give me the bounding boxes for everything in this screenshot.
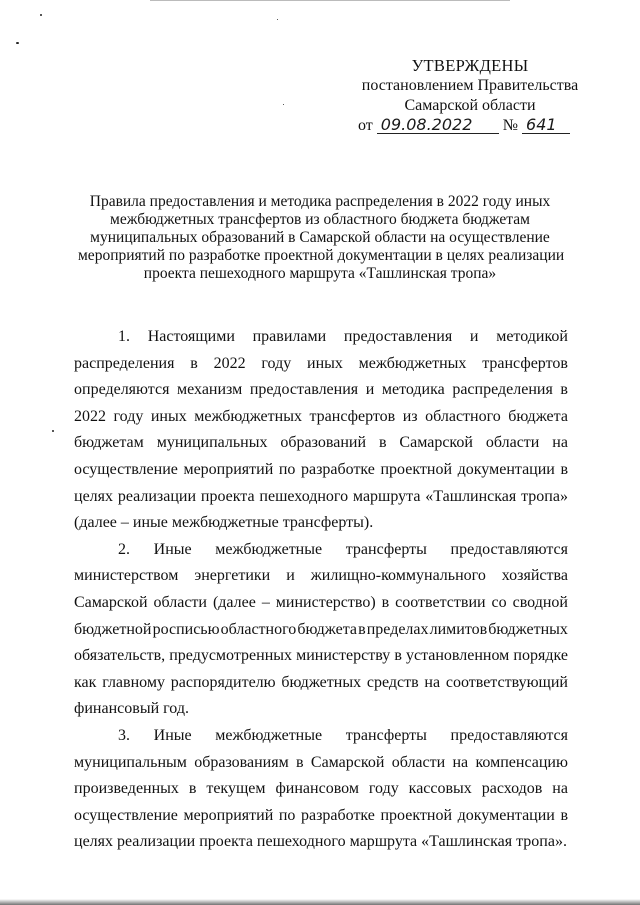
body-word: области <box>391 753 446 771</box>
body-word: тропа» <box>521 487 568 505</box>
scan-bottom-shadow <box>0 899 640 905</box>
body-word: трансфертов <box>309 407 396 425</box>
body-word: трансфертов <box>482 354 568 372</box>
title-line: муниципальных образований в Самарской области на осуществление <box>90 229 550 246</box>
body-line <box>74 510 568 537</box>
body-word: областного <box>220 620 297 638</box>
body-word: по <box>278 460 296 478</box>
body-word: 2. <box>118 540 130 558</box>
body-word: в <box>560 460 568 478</box>
body-word: пределах <box>366 620 429 638</box>
body-word: лимитов <box>429 620 488 638</box>
body-word: распределения <box>74 354 175 372</box>
title-line: межбюджетных трансфертов из областного бюджета бюджетам <box>110 211 530 228</box>
body-word: документации <box>457 460 555 478</box>
body-word: иных <box>307 354 343 372</box>
body-line <box>74 563 568 590</box>
approval-line-2: Самарской области <box>404 97 536 114</box>
body-word: целях <box>74 487 114 505</box>
body-word: (далее <box>212 593 256 611</box>
body-word: разработке <box>300 460 375 478</box>
body-word: определяются <box>74 381 170 399</box>
body-word: соответствии <box>395 593 486 611</box>
body-word: проектной <box>380 806 453 824</box>
body-word: области <box>485 434 540 452</box>
body-word: и <box>286 567 295 585</box>
body-word: межбюджетные <box>215 540 323 558</box>
body-word: в <box>378 434 387 452</box>
body-word: и <box>365 381 375 399</box>
body-word: росписью <box>152 620 220 638</box>
body-word: 1. <box>118 328 130 345</box>
body-word: соответствующий <box>445 673 568 691</box>
approval-line-1: постановлением Правительства <box>361 77 579 94</box>
body-word: министерством <box>74 567 179 585</box>
body-word: распределения <box>452 381 553 399</box>
body-line <box>74 430 568 457</box>
body-line <box>74 829 568 856</box>
body-word: предусмотренных <box>169 647 293 665</box>
body-word: министерство) <box>275 593 376 611</box>
body-word: пешеходного <box>259 487 349 505</box>
body-word: межбюджетных <box>358 354 467 372</box>
body-word: компенсацию <box>475 753 568 771</box>
body-word: Самарской <box>310 753 385 771</box>
body-line <box>74 404 568 431</box>
body-line <box>74 776 568 803</box>
body-word: реализации <box>117 487 197 505</box>
body-word: иных <box>150 407 187 425</box>
from-label: от <box>358 117 373 134</box>
body-word: главному <box>102 673 165 691</box>
document-title <box>78 193 565 283</box>
body-word: муниципальным <box>74 753 187 771</box>
body-word: бюджетам <box>74 434 144 452</box>
body-word: кассовых <box>408 780 472 798</box>
scan-speck <box>40 14 42 16</box>
document-body <box>74 324 568 856</box>
scan-speck <box>277 19 278 20</box>
body-line <box>74 723 568 750</box>
body-word: документации <box>457 806 555 824</box>
approval-number: 641 <box>522 117 570 134</box>
body-word: механизм <box>177 381 243 399</box>
body-word: 2022 <box>74 407 106 425</box>
body-word: Настоящими <box>147 328 235 345</box>
body-word: предоставляются <box>450 726 568 744</box>
body-word: на <box>424 673 441 691</box>
body-line <box>74 617 568 644</box>
body-word: обязательств, <box>74 647 166 665</box>
scan-speck <box>52 430 54 432</box>
body-word: осуществление <box>74 460 178 478</box>
body-word: в <box>560 806 568 824</box>
body-line <box>74 537 568 564</box>
scan-edge-line <box>150 0 510 1</box>
body-line <box>74 351 568 378</box>
approval-date-line <box>350 116 590 136</box>
body-word: в <box>394 647 402 665</box>
body-line <box>74 377 568 404</box>
body-word: на <box>552 434 568 452</box>
body-word: году <box>368 780 399 798</box>
body-word: году <box>261 354 292 372</box>
body-word: году <box>113 407 144 425</box>
approval-block <box>350 56 590 136</box>
body-word: в <box>381 593 390 611</box>
body-word: трансферты <box>345 540 427 558</box>
body-word: осуществление <box>74 806 178 824</box>
body-line <box>74 324 568 351</box>
body-word: хозяйства <box>501 567 568 585</box>
title-line: мероприятий по разработке проектной документации в целях реализации <box>78 247 565 264</box>
title-line: проекта пешеходного маршрута «Ташлинская тропа» <box>143 265 497 282</box>
body-word: межбюджетные <box>215 726 323 744</box>
body-word: порядке <box>513 647 568 665</box>
body-word: распорядителю <box>170 673 276 691</box>
body-word: бюджета <box>508 407 568 425</box>
body-word: – <box>261 593 270 611</box>
body-word: 3. <box>118 726 130 744</box>
number-label: № <box>502 117 519 134</box>
approval-heading: УТВЕРЖДЕНЫ <box>411 56 529 75</box>
body-line <box>74 457 568 484</box>
body-word: 2022 <box>213 354 246 372</box>
body-word: сводной <box>512 593 568 611</box>
body-word: финансовый год. <box>74 700 189 718</box>
body-word: на <box>552 780 568 798</box>
title-line: Правила предоставления и методика распределения в 2022 году иных <box>89 193 551 210</box>
body-word: предоставления <box>249 381 359 399</box>
body-word: и <box>469 328 479 345</box>
body-line <box>74 643 568 670</box>
body-word: мероприятий <box>183 460 274 478</box>
approval-date: 09.08.2022 <box>377 117 499 134</box>
body-word: финансовом <box>275 780 359 798</box>
body-word: маршрута <box>352 487 421 505</box>
body-word: на <box>452 753 469 771</box>
body-word: бюджетной <box>74 620 152 638</box>
body-line <box>74 670 568 697</box>
body-word: предоставления <box>343 328 453 345</box>
body-word: методикой <box>496 328 568 345</box>
body-line <box>74 484 568 511</box>
scan-speck <box>16 42 19 44</box>
body-word: в <box>188 780 197 798</box>
body-word: из <box>402 407 418 425</box>
body-word: проектной <box>380 460 453 478</box>
body-word: муниципальных <box>156 434 268 452</box>
body-word: проекта <box>200 487 255 505</box>
body-word: расходов <box>481 780 543 798</box>
body-line <box>74 803 568 830</box>
body-word: образований <box>280 434 367 452</box>
body-word: жилищно-коммунального <box>310 567 486 585</box>
body-line <box>74 590 568 617</box>
body-word: бюджетных <box>488 620 568 638</box>
body-word: со <box>491 593 507 611</box>
body-line <box>74 696 568 723</box>
body-word: произведенных <box>74 780 179 798</box>
body-word: как <box>74 673 97 691</box>
body-word: (далее – иные межбюджетные трансферты). <box>74 514 374 532</box>
body-word: средств <box>366 673 419 691</box>
body-word: методика <box>381 381 445 399</box>
body-word: целях реализации проекта пешеходного маршрута «Ташлинская тропа». <box>74 833 567 851</box>
body-word: в <box>190 354 198 372</box>
body-word: областного <box>425 407 501 425</box>
body-word: «Ташлинская <box>425 487 517 505</box>
body-word: в <box>560 381 568 399</box>
body-word: Самарской <box>399 434 473 452</box>
body-word: межбюджетных <box>194 407 302 425</box>
body-word: трансферты <box>345 726 427 744</box>
scan-speck <box>283 104 284 105</box>
body-word: в <box>296 753 304 771</box>
body-word: Самарской <box>74 593 148 611</box>
body-word: разработке <box>300 806 375 824</box>
body-word: области <box>153 593 207 611</box>
body-word: бюджетных <box>281 673 362 691</box>
body-word: в <box>358 620 366 638</box>
body-word: энергетики <box>194 567 271 585</box>
body-word: образованиям <box>194 753 289 771</box>
body-line <box>74 750 568 777</box>
body-word: текущем <box>206 780 266 798</box>
body-word: Иные <box>153 726 192 744</box>
body-word: по <box>278 806 296 824</box>
body-word: министерству <box>296 647 391 665</box>
body-word: предоставляются <box>450 540 568 558</box>
body-word: правилами <box>252 328 327 345</box>
body-word: мероприятий <box>183 806 274 824</box>
body-word: установленном <box>405 647 510 665</box>
body-word: Иные <box>153 540 192 558</box>
body-word: бюджета <box>297 620 358 638</box>
